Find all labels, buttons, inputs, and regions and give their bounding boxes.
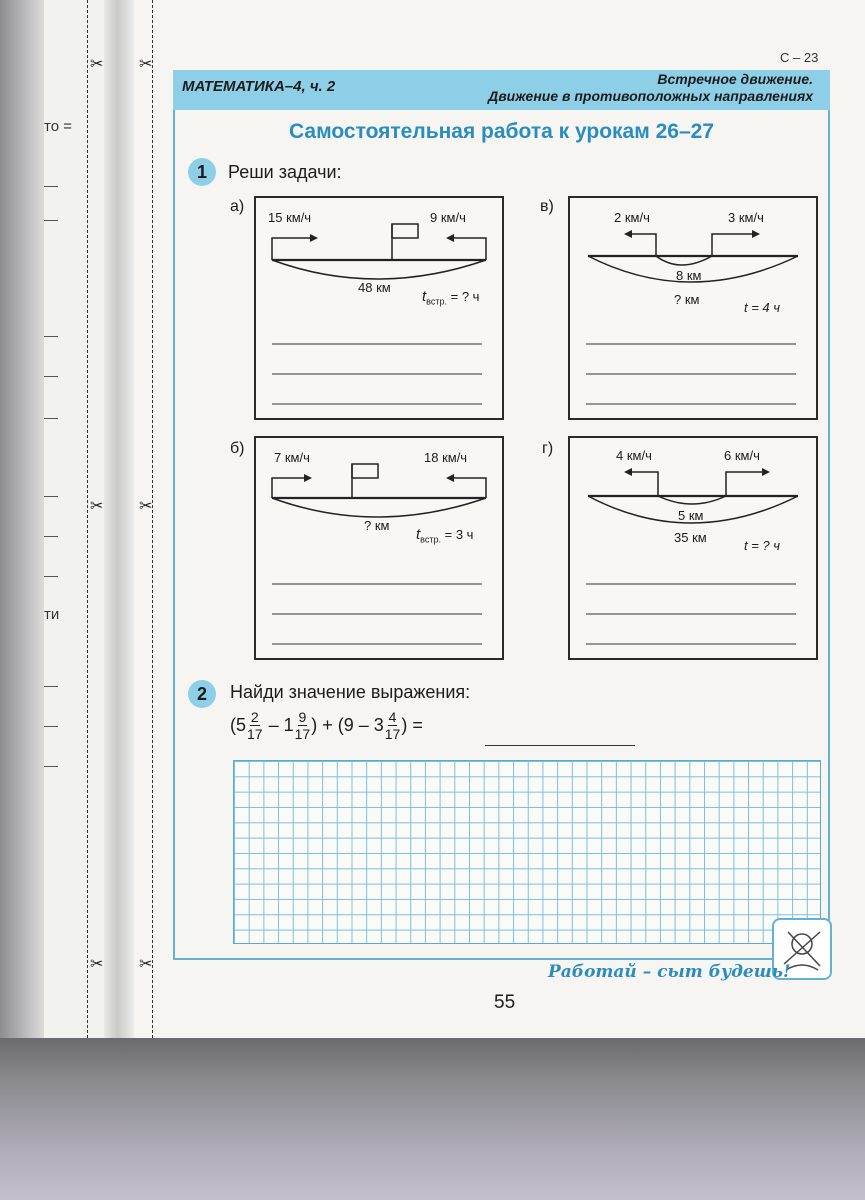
- problem-a-label: а): [230, 198, 245, 215]
- photo-background: [0, 1038, 865, 1200]
- speed-label: 15 км/ч: [268, 210, 312, 225]
- gap-label: 8 км: [676, 268, 702, 283]
- scissors-icon: ✂: [90, 956, 104, 973]
- expr-part: ) =: [401, 714, 423, 735]
- scissors-icon: ✂: [139, 56, 153, 73]
- speed-label: 4 км/ч: [616, 448, 652, 463]
- speed-label: 3 км/ч: [728, 210, 764, 225]
- time-label: $t_{встр.} = 3$ ч: [416, 526, 474, 545]
- left-page-line: [44, 376, 58, 377]
- fraction: $\frac{9}{17}$: [294, 708, 311, 742]
- distance-label: 48 км: [358, 280, 391, 295]
- left-page-line: [44, 766, 58, 767]
- motto: Работай – сыт будешь!: [548, 962, 791, 982]
- left-page-line: [44, 726, 58, 727]
- page-edge-shadow: [0, 0, 44, 1038]
- scissors-icon: ✂: [90, 498, 104, 515]
- scissors-icon: ✂: [139, 956, 153, 973]
- task-1-text: Реши задачи:: [228, 162, 342, 182]
- scissors-icon: ✂: [139, 498, 153, 515]
- diagram-a: [256, 198, 502, 418]
- time-label: $t_{встр.}$ = ? ч: [422, 288, 480, 307]
- answer-line[interactable]: [485, 745, 635, 746]
- page-code: С – 23: [780, 50, 819, 65]
- problem-a-box: [254, 196, 504, 420]
- problem-g-label: г): [542, 440, 554, 457]
- problem-b-label: б): [230, 440, 245, 457]
- fraction: $\frac{2}{17}$: [247, 708, 263, 742]
- problem-g-box: [568, 436, 818, 660]
- left-page-line: [44, 186, 58, 187]
- fraction: $\frac{4}{17}$: [384, 708, 401, 742]
- page-title: Самостоятельная работа к урокам 26–27: [288, 120, 714, 143]
- cut-line-right: [152, 0, 153, 1038]
- spine-shadow: [104, 0, 134, 1038]
- left-page-line: [44, 576, 58, 577]
- left-page-line: [44, 496, 58, 497]
- grid-workspace[interactable]: [233, 760, 821, 944]
- diagram-b: [256, 438, 502, 658]
- scissors-icon: ✂: [90, 56, 104, 73]
- left-page-line: [44, 686, 58, 687]
- speed-label: 9 км/ч: [430, 210, 466, 225]
- speed-label: 6 км/ч: [724, 448, 760, 463]
- topic-line-2: Движение в противоположных направлениях: [488, 88, 813, 104]
- left-page-snippet: то =: [44, 118, 72, 135]
- distance-label: ? км: [364, 518, 390, 533]
- expr-part: – 1: [263, 714, 294, 735]
- speed-label: 18 км/ч: [424, 450, 468, 465]
- problem-v-box: [568, 196, 818, 420]
- task-2-text: Найди значение выражения:: [230, 682, 471, 702]
- left-page-snippet-2: ти: [44, 606, 60, 623]
- left-page-line: [44, 336, 58, 337]
- task-number-2: 2: [188, 680, 216, 708]
- topic-line-1: Встречное движение.: [657, 71, 813, 87]
- cut-line-left: [87, 0, 88, 1038]
- page-number: 55: [494, 992, 516, 1013]
- problem-b-box: [254, 436, 504, 660]
- expr-part: (5: [230, 714, 247, 735]
- distance-label: ? км: [674, 292, 700, 307]
- problem-v-label: в): [540, 198, 554, 215]
- time-label: t = ? ч: [744, 538, 780, 553]
- gap-label: 5 км: [678, 508, 704, 523]
- expr-part: ) + (9 – 3: [311, 714, 384, 735]
- speed-label: 2 км/ч: [614, 210, 650, 225]
- task-number-1: 1: [188, 158, 216, 186]
- left-page-line: [44, 418, 58, 419]
- subject-label: МАТЕМАТИКА–4, ч. 2: [182, 78, 336, 95]
- left-page-line: [44, 220, 58, 221]
- time-label: t = 4 ч: [744, 300, 780, 315]
- speed-label: 7 км/ч: [274, 450, 310, 465]
- expression: [230, 700, 423, 750]
- distance-label: 35 км: [674, 530, 707, 545]
- left-page-line: [44, 536, 58, 537]
